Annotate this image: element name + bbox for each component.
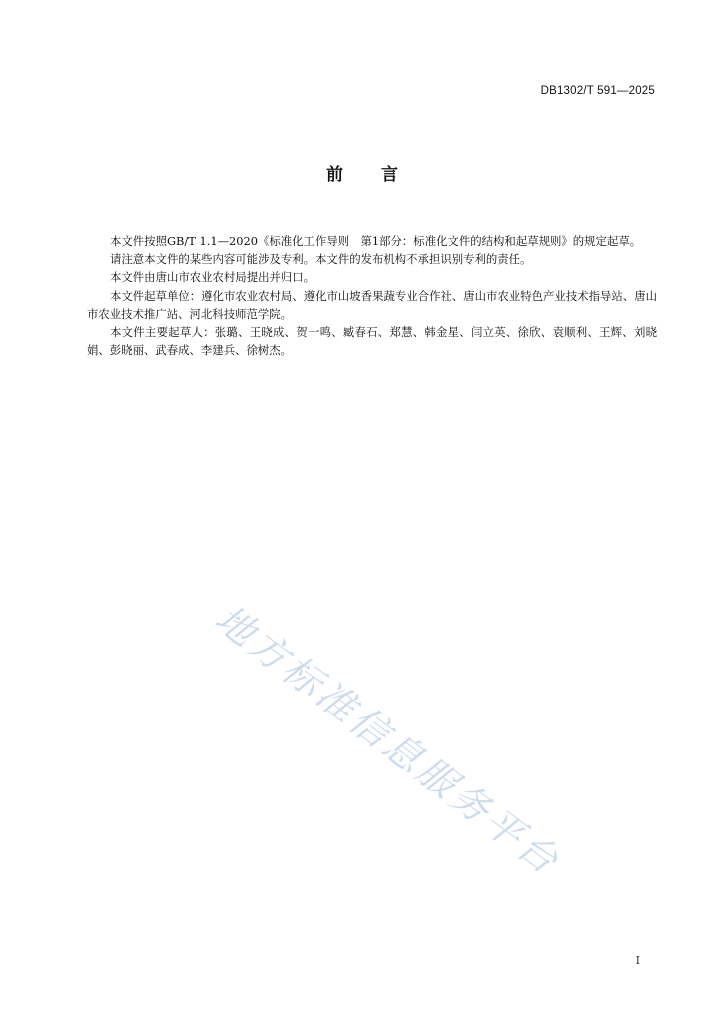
page-title — [0, 160, 724, 185]
title-char-1: 前 — [326, 165, 343, 185]
document-code: DB1302/T 591—2025 — [540, 85, 655, 97]
page-number: I — [635, 954, 640, 967]
paragraph-drafting-rules: 本文件按照GB/T 1.1—2020《标准化工作导则 第1部分：标准化文件的结构和起草规则》的规定起草。 — [110, 234, 642, 248]
title-char-2: 言 — [381, 165, 398, 185]
paragraph-drafting-units: 本文件起草单位：遵化市农业农村局、遵化市山坡香果蔬专业合作社、唐山市农业特色产业技术指导站、唐山市农业技术推广站、河北科技师范学院。 — [87, 288, 657, 321]
watermark: 地方标准信息服务平台 — [206, 596, 569, 885]
paragraph-drafters: 本文件主要起草人：张璐、王晓成、贺一鸣、臧春石、郑慧、韩金星、闫立英、徐欣、袁顺利、王辉、刘晓娟、彭晓丽、武春成、李建兵、徐树杰。 — [87, 325, 657, 358]
paragraph-proposer: 本文件由唐山市农业农村局提出并归口。 — [110, 270, 316, 285]
foreword-body — [87, 232, 657, 359]
paragraph-patent-notice: 请注意本文件的某些内容可能涉及专利。本文件的发布机构不承担识别专利的责任。 — [110, 252, 532, 267]
